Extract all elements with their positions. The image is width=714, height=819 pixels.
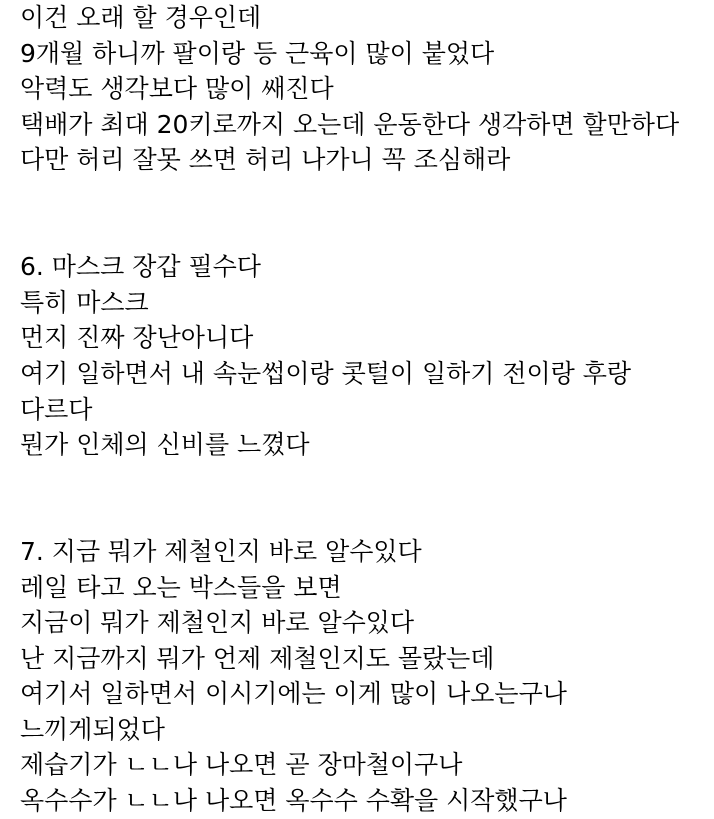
- section-heading-6: 6. 마스크 장갑 필수다: [20, 252, 261, 282]
- text-line: 지금이 뭐가 제철인지 바로 알수있다: [20, 608, 415, 638]
- section-heading-7: 7. 지금 뭐가 제철인지 바로 알수있다: [20, 536, 422, 566]
- text-line: 악력도 생각보다 많이 쌔진다: [20, 74, 334, 104]
- paragraph-gap: [20, 178, 710, 214]
- text-line: 레일 타고 오는 박스들을 보면: [20, 572, 342, 602]
- text-line: 이건 오래 할 경우인데: [20, 3, 262, 32]
- text-line: 여기 일하면서 내 속눈썹이랑 콧털이 일하기 전이랑 후랑: [20, 358, 632, 388]
- text-line: 다르다: [20, 394, 93, 424]
- text-line: 다만 허리 잘못 쓰면 허리 나가니 꼭 조심해라: [20, 145, 511, 175]
- text-line: 택배가 최대 20키로까지 오는데 운동한다 생각하면 할만하다: [20, 109, 680, 139]
- paragraph-gap: [20, 214, 710, 250]
- paragraph-gap: [20, 463, 710, 499]
- text-line: 특히 마스크: [20, 287, 149, 317]
- document-text: [20, 0, 710, 819]
- text-line: 제습기가 ㄴㄴ나 나오면 곧 장마철이구나: [20, 750, 463, 780]
- paragraph-gap: [20, 498, 710, 534]
- text-line: 난 지금까지 뭐가 언제 제철인지도 몰랐는데: [20, 643, 495, 673]
- text-line: 먼지 진짜 장난아니다: [20, 323, 254, 353]
- text-line: 느끼게되었다: [20, 714, 165, 744]
- text-line: 뭔가 인체의 신비를 느꼈다: [20, 430, 310, 460]
- text-line: 9개월 하니까 팔이랑 등 근육이 많이 붙었다: [20, 38, 495, 68]
- text-line: 옥수수가 ㄴㄴ나 나오면 옥수수 수확을 시작했구나: [20, 786, 567, 816]
- text-line: 여기서 일하면서 이시기에는 이게 많이 나오는구나: [20, 679, 567, 709]
